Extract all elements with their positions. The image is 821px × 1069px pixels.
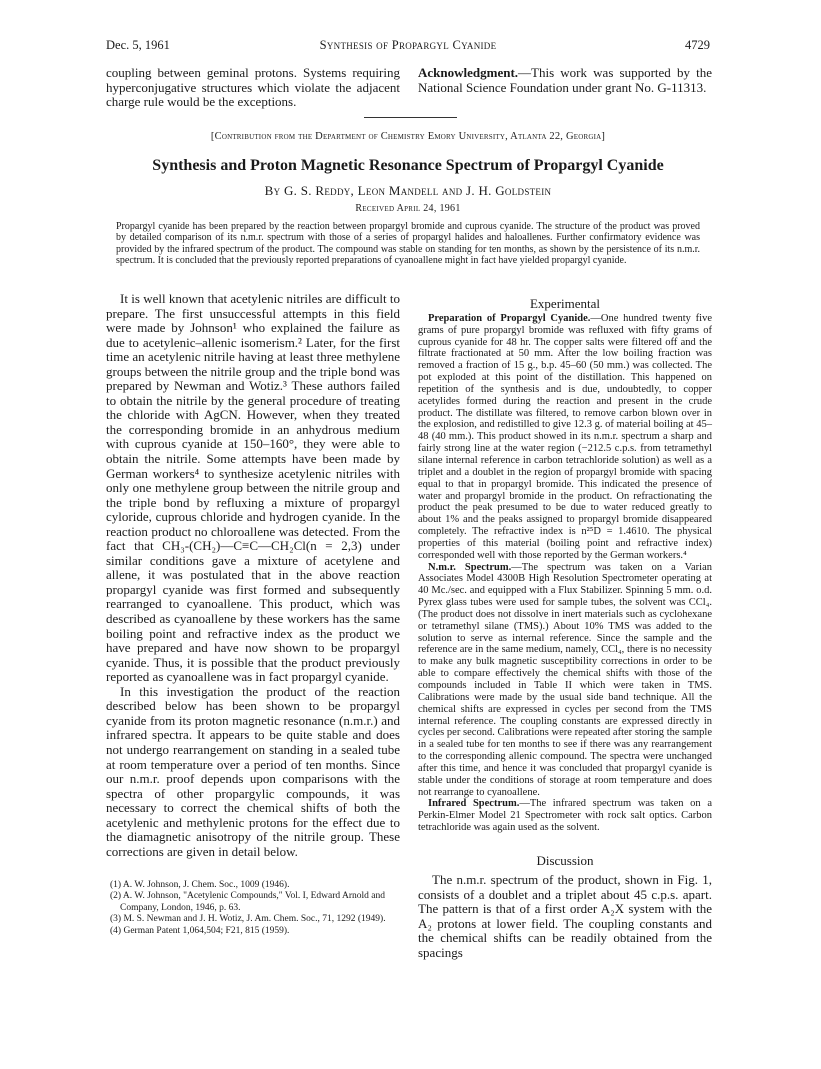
discussion-paragraph: The n.m.r. spectrum of the product, shown in Fig. 1, consists of a doublet and a triplet about 45 c.p.s. apart. The pattern is that of a first order A₂X system with the A₂ protons at lower field. The coupling constants and the chemical shifts can be readily obtained from the spacings: [418, 872, 712, 960]
running-header: [106, 38, 710, 54]
acknowledgment-label: Acknowledgment.: [418, 65, 519, 80]
header-page-number: 4729: [685, 38, 710, 52]
acknowledgment: [418, 66, 712, 95]
footnotes: [106, 880, 400, 937]
intro-paragraph: In this investigation the product of the reaction described below has been shown to be propargyl cyanide from its proton magnetic resonance (n.m.r.) and infrared spectra. It appears to be quite stable and does not undergo rearrangement on standing in a sealed tube at room temperature over a period of ten months. Since our n.m.r. proof depends upon comparisons with the spectra of other propargylic compounds, it was necessary to correct the chemical shifts of both the acetylenic and methylenic protons for the effect due to the diamagnetic anisotropy of the nitrile group. These corrections are given in detail below.: [106, 683, 400, 859]
experimental-paragraph: [418, 562, 712, 799]
abstract: Propargyl cyanide has been prepared by the reaction between propargyl bromide and cuprous cyanide. The structure of the product was proved by detailed comparison of its n.m.r. spectrum with those of a series of propargyl halides and haloallenes. Further confirmatory evidence was provided by the infrared spectrum of the product. The compound was stable on standing for ten months, as shown by the persistence of its n.m.r. spectrum. It is concluded that the previously reported preparations of cyanoallene might in fact have yielded propargyl cyanide.: [116, 221, 700, 266]
experimental-heading: Experimental: [529, 296, 601, 311]
subsection-text: —The infrared spectrum was taken on a Perkin-Elmer Model 21 Spectrometer with rock salt optics. Carbon tetrachloride was again used as the solvent.: [418, 798, 712, 834]
section-divider: [364, 117, 457, 118]
subsection-text: —The spectrum was taken on a Varian Associates Model 4300B High Resolution Spectrometer operating at 40 Mc./sec. and equipped with a Flux Stabilizer. Spinning 5 mm. o.d. Pyrex glass tubes were used for sample tubes, the solvent was CCl₄. (The product does not dissolve in inert materials such as cyclohexane or tetramethyl silane (TMS).) About 10% TMS was added to the solution to serve as internal reference. Since the sample and the reference are in the same medium, namely, CCl₄, there is no necessity to make any bulk magnetic susceptibility corrections in order to be able to compare effectively the chemical shifts with those of the compounds included in Table II which were taken in TMS. Calibrations were made by the usual side band technique. All the chemical shifts are expressed in cycles per second from the TMS internal reference. The coupling constants are expressed directly in cycles per second. Calibrations were repeated after storing the sample in a sealed tube for ten months to see if there was any rearrangement to the corresponding allenic compound. The spectra were unchanged after this time, and hence it was concluded that propargyl cyanide is stable under the conditions of storage at room temperature and does not rearrange to cyanoallene.: [418, 561, 712, 798]
intro-paragraph: It is well known that acetylenic nitriles are difficult to prepare. The first unsuccessful attempts in this field were made by Johnson¹ who explained the failure as due to acetylenic–allenic isomerism.² Later, for the first time an acetylenic nitrile having at least three methylene groups between the nitrile group and the triple bond was prepared by Newman and Wotiz.³ These authors failed to obtain the nitrile by the general procedure of treating the chloride with AgCN. However, when they treated the corresponding bromide in an anhydrous medium with cuprous cyanide at 150–160°, they were able to obtain the nitrile. Some attempts have been made by German workers⁴ to synthesize acetylenic nitriles with only one methylene group between the nitrile group and the triple bond by refluxing a mixture of propargyl cyloride, cuprous chloride and hydrogen cyanide. In the reaction product no chloroallene was detected. From the fact that CH₃-(CH₂)—C≡C—CH₂Cl(n = 2,3) under similar conditions gave a mixture of acetylene and allene, it was postulated that in the above reaction propargyl cyanide was first formed and subsequently rearranged to cyanoallene. This product, which was described as cyanoallene by these workers has the same boiling point and refractive index as the product we have prepared and have now shown to be propargyl cyanide. Thus, it is possible that the product previously reported as cyanoallene was in fact propargyl cyanide.: [106, 291, 400, 685]
subsection-label: N.m.r. Spectrum.: [428, 561, 512, 573]
acknowledgment-text: —This work was supported by the National Science Foundation under grant No. G-11313.: [418, 65, 712, 95]
introduction: [106, 292, 400, 859]
experimental-paragraph: [418, 798, 712, 834]
authors-line: By G. S. Reddy, Leon Mandell and J. H. Goldstein: [264, 183, 552, 198]
header-running-title: Synthesis of Propargyl Cyanide: [319, 38, 497, 52]
subsection-label: Infrared Spectrum.: [428, 798, 520, 810]
footnote: (1) A. W. Johnson, J. Chem. Soc., 1009 (1946).: [110, 880, 290, 890]
discussion-heading: Discussion: [536, 853, 594, 868]
experimental-section: [418, 298, 712, 834]
contribution-line: [Contribution from the Department of Chemistry Emory University, Atlanta 22, Georgia]: [210, 131, 606, 142]
footnote: (3) M. S. Newman and J. H. Wotiz, J. Am. Chem. Soc., 71, 1292 (1949).: [110, 914, 386, 925]
discussion-section: [418, 853, 712, 960]
footnote: (4) German Patent 1,064,504; F21, 815 (1959).: [110, 925, 290, 936]
footnote: (2) A. W. Johnson, "Acetylenic Compounds," Vol. I, Edward Arnold and Company, London, 1946, p. 63.: [110, 891, 385, 913]
continued-text: coupling between geminal protons. Systems requiring hyperconjugative structures which violate the adjacent charge rule would be the exceptions.: [106, 65, 400, 109]
article-title: Synthesis and Proton Magnetic Resonance Spectrum of Propargyl Cyanide: [152, 157, 664, 174]
header-date: Dec. 5, 1961: [106, 38, 170, 52]
received-date: Received April 24, 1961: [355, 203, 461, 214]
subsection-text: —One hundred twenty five grams of pure propargyl bromide was refluxed with fifty grams of cuprous cyanide for 48 hr. The copper salts were filtered off and the filtrate fractionated at 50 mm. After the low boiling fraction was removed a fraction of 15 g., b.p. 45–60 (50 mm.) was collected. The pot exploded at this point of the distillation. This happened on repetition of the synthesis and is due, undoubtedly, to copper acetylides formed during the reaction and present in the crude product. The distillate was filtered, to remove carbon blown over in the explosion, and redistilled to give 12.3 g. of material boiling at 45–48 (40 mm.). This product showed in its n.m.r. spectrum a sharp and fairly strong line at the water region (−212.5 c.p.s. from tetramethyl silane internal reference in carbon tetrachloride solution) as well as a triplet and a doublet in the region of propargyl bromide with spacing equal to that in propargyl bromide. This indicated the presence of water and propargyl bromide in the product. On refractionating the product the peak presumed to be due to water reduced greatly to about 1% and the peaks assigned to propargyl bromide disappeared completely. The refractive index is n²⁵D = 1.4610. The physical properties of this material (boiling point and refractive index) corresponded well with those reported by the German workers.⁴: [418, 312, 712, 561]
subsection-label: Preparation of Propargyl Cyanide.: [428, 312, 591, 324]
experimental-paragraph: [418, 313, 712, 562]
